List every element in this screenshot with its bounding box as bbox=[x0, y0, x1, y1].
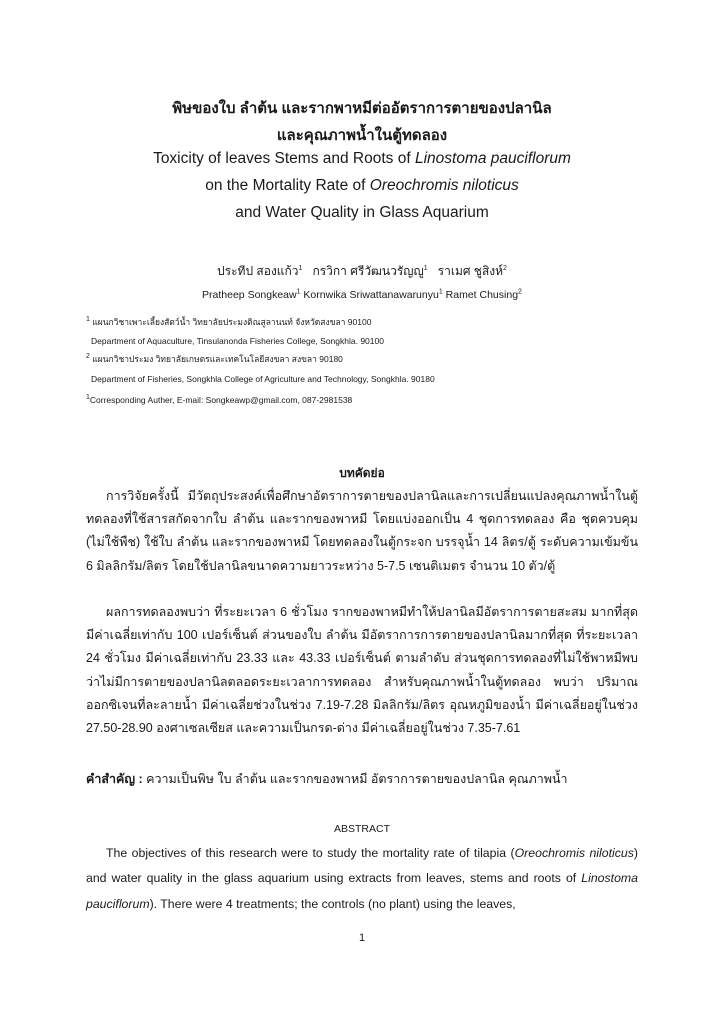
author-name: ราเมศ ชูสิงห์ bbox=[437, 264, 504, 278]
author-sup: 1 bbox=[296, 288, 301, 296]
abstract-thai-paragraph-2 bbox=[86, 601, 638, 740]
affiliation-sup: 2 bbox=[86, 353, 90, 361]
abstract-english-paragraph bbox=[86, 841, 638, 917]
affiliation-1-thai bbox=[86, 316, 371, 328]
keywords-text: ความเป็นพิษ ใบ ลำต้น และรากของพาหมี อัตราการตายของปลานิล คุณภาพน้ำ bbox=[142, 772, 568, 786]
author-name: Kornwika Sriwattanawarunyu bbox=[300, 289, 439, 301]
authors-english bbox=[60, 289, 664, 301]
species-name: Oreochromis niloticus bbox=[514, 846, 634, 860]
abstract-thai-paragraph-1 bbox=[86, 485, 638, 578]
title-thai-line-2: และคุณภาพน้ำในตู้ทดลอง bbox=[276, 127, 448, 144]
title-en-species: Oreochromis niloticus bbox=[369, 177, 519, 194]
author-sup: 1 bbox=[298, 265, 303, 272]
title-en-species: Linostoma pauciflorum bbox=[414, 150, 571, 167]
paragraph-text: ผลการทดลองพบว่า ที่ระยะเวลา 6 ชั่วโมง รากของพาหมีทำให้ปลานิลมีอัตราการตายสะสม มากที่สุด มีค่าเฉลี่ยเท่ากับ 100 เปอร์เซ็นต์ ส่วนของใบ ลำต้น มีอัตราการการตายของปลานิลมากที่สุด ที่ระยะเวลา 24 ชั่วโมง มีค่าเฉลี่ยเท่ากับ 23.33 และ 43.33 เปอร์เซ็นต์ ตามลำดับ ส่วนชุดการทดลองที่ไม่ใช้พาหมีพบว่าไม่มีการตายของปลานิลตลอดระยะเวลาการทดลอง สำหรับคุณภาพน้ำในตู้ทดลอง พบว่า ปริมาณออกซิเจนที่ละลายน้ำ มีค่าเฉลี่ยช่วงในช่วง 7.19-7.28 มิลลิกรัม/ลิตร อุณหภูมิของน้ำ มีค่าเฉลี่ยอยู่ในช่วง 27.50-28.90 องศาเซลเซียส และความเป็นกรด-ด่าง มีค่าเฉลี่ยอยู่ในช่วง 7.35-7.61 bbox=[86, 605, 638, 736]
affiliation-text: แผนกวิชาเพาะเลี้ยงสัตว์น้ำ วิทยาลัยประมงติณสูลานนท์ จังหวัดสงขลา 90100 bbox=[89, 317, 372, 327]
author-sup: 2 bbox=[503, 265, 507, 272]
page-number: 1 bbox=[358, 932, 366, 944]
title-english-line-3: and Water Quality in Glass Aquarium bbox=[235, 204, 489, 221]
title-english-line-2 bbox=[60, 177, 664, 195]
authors-thai bbox=[60, 262, 664, 281]
affiliation-text: Corresponding Auther, E-mail: Songkeawp@gmail.com, 087-2981538 bbox=[89, 395, 353, 405]
species-name: Linostoma pauciflorum bbox=[86, 871, 638, 911]
author-sup: 1 bbox=[423, 265, 428, 272]
title-en-text: on the Mortality Rate of bbox=[205, 177, 370, 194]
author-name: Pratheep Songkeaw bbox=[202, 289, 297, 301]
paragraph-text: ) and water quality in the glass aquarium using extracts from leaves, stems and roots of bbox=[86, 846, 638, 886]
author-name: Ramet Chusing bbox=[442, 289, 519, 301]
affiliation-sup: 1 bbox=[86, 394, 90, 402]
affiliation-text: แผนกวิชาประมง วิทยาลัยเกษตรและเทคโนโลยีสงขลา สงขลา 90180 bbox=[89, 354, 343, 364]
paragraph-text: The objectives of this research were to study the mortality rate of tilapia ( bbox=[106, 846, 515, 860]
abstract-thai-heading: บทคัดย่อ bbox=[339, 466, 385, 480]
title-english-line-1 bbox=[60, 150, 664, 168]
author-sup: 2 bbox=[518, 288, 522, 296]
title-thai-line-1: พิษของใบ ลำต้น และรากพาหมีต่ออัตราการตายของปลานิล bbox=[172, 100, 552, 117]
title-en-text: Toxicity of leaves Stems and Roots of bbox=[153, 150, 415, 167]
keywords-label: คำสำคัญ : bbox=[86, 772, 143, 786]
author-sup: 1 bbox=[438, 288, 443, 296]
corresponding-author bbox=[86, 394, 352, 406]
keywords bbox=[86, 769, 568, 789]
affiliation-1-english: Department of Aquaculture, Tinsulanonda Fisheries College, Songkhla. 90100 bbox=[91, 336, 384, 346]
affiliation-2-english: Department of Fisheries, Songkhla College of Agriculture and Technology, Songkhla. 90180 bbox=[91, 374, 435, 384]
paragraph-text: การวิจัยครั้งนี้ มีวัตถุประสงค์เพื่อศึกษาอัตราการตายของปลานิลและการเปลี่ยนแปลงคุณภาพน้ำในตู้ทดลองที่ใช้สารสกัดจากใบ ลำต้น และรากของพาหมี โดยแบ่งออกเป็น 4 ชุดการทดลอง คือ ชุดควบคุม (ไม่ใช้พืช) ใช้ใบ ลำต้น และรากของพาหมี โดยทดลองในตู้กระจก บรรจุน้ำ 14 ลิตร/ตู้ ระดับความเข้มข้น 6 มิลลิกรัม/ลิตร โดยใช้ปลานิลขนาดความยาวระหว่าง 5-7.5 เซนติเมตร จำนวน 10 ตัว/ตู้ bbox=[86, 489, 638, 573]
affiliation-sup: 1 bbox=[86, 316, 90, 324]
affiliation-2-thai bbox=[86, 353, 343, 365]
author-name: กรวิกา ศรีวัฒนวรัญญู bbox=[312, 264, 424, 278]
abstract-english-heading: ABSTRACT bbox=[333, 823, 390, 835]
author-name: ประทีป สองแก้ว bbox=[217, 264, 299, 278]
paragraph-text: ). There were 4 treatments; the controls (no plant) using the leaves, bbox=[149, 896, 516, 911]
